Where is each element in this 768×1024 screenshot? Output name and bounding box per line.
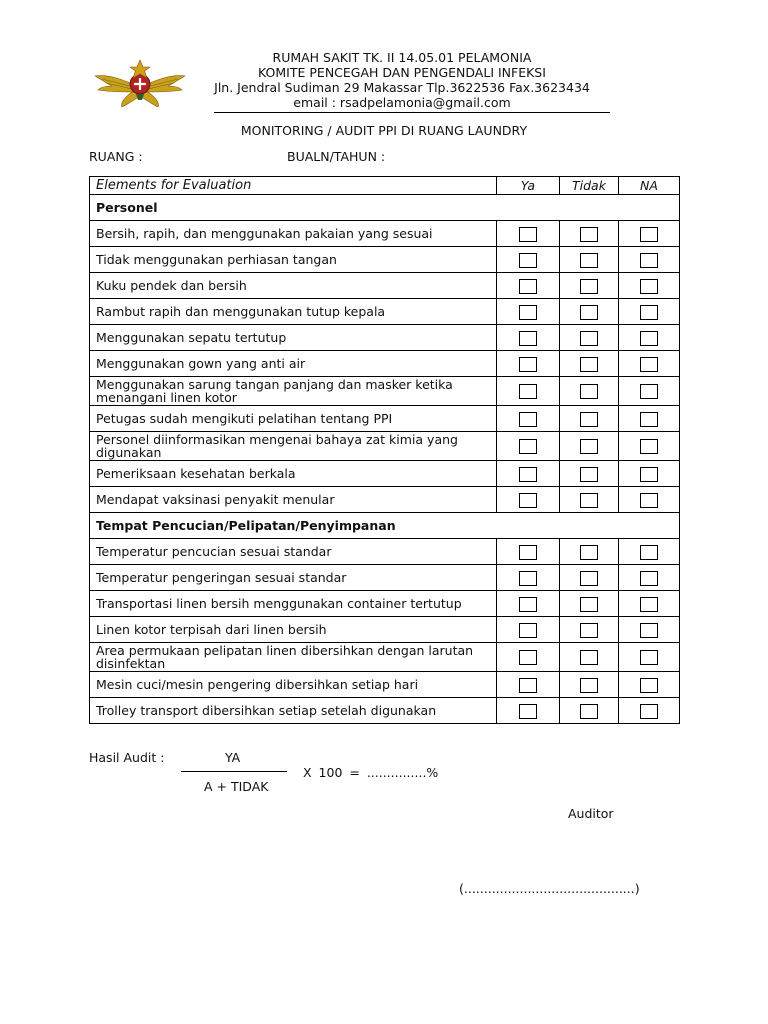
tidak-cell <box>560 487 619 513</box>
hospital-name: RUMAH SAKIT TK. II 14.05.01 PELAMONIA <box>272 50 532 65</box>
evaluation-item: Bersih, rapih, dan menggunakan pakaian yang sesuai <box>90 221 497 247</box>
ya-header: Ya <box>497 177 560 195</box>
tidak-checkbox[interactable] <box>580 227 598 242</box>
na-checkbox[interactable] <box>640 439 658 454</box>
ya-cell <box>497 247 560 273</box>
table-row <box>90 698 680 724</box>
ya-cell <box>497 672 560 698</box>
na-cell <box>619 565 680 591</box>
evaluation-item: Menggunakan sepatu tertutup <box>90 325 497 351</box>
ya-checkbox[interactable] <box>519 412 537 427</box>
evaluation-item: Menggunakan sarung tangan panjang dan masker ketika menangani linen kotor <box>90 377 497 406</box>
na-cell <box>619 617 680 643</box>
table-row <box>90 617 680 643</box>
header-divider <box>214 112 610 113</box>
evaluation-item: Temperatur pengeringan sesuai standar <box>90 565 497 591</box>
table-row <box>90 643 680 672</box>
section-title: Tempat Pencucian/Pelipatan/Penyimpanan <box>90 513 680 539</box>
na-checkbox[interactable] <box>640 493 658 508</box>
table-row <box>90 273 680 299</box>
table-row <box>90 432 680 461</box>
na-checkbox[interactable] <box>640 412 658 427</box>
na-cell <box>619 351 680 377</box>
ya-cell <box>497 273 560 299</box>
tidak-checkbox[interactable] <box>580 439 598 454</box>
na-checkbox[interactable] <box>640 384 658 399</box>
na-checkbox[interactable] <box>640 279 658 294</box>
table-row <box>90 247 680 273</box>
tidak-checkbox[interactable] <box>580 650 598 665</box>
evaluation-item: Petugas sudah mengikuti pelatihan tentang PPI <box>90 406 497 432</box>
tidak-checkbox[interactable] <box>580 357 598 372</box>
ya-checkbox[interactable] <box>519 493 537 508</box>
ya-checkbox[interactable] <box>519 227 537 242</box>
tidak-cell <box>560 698 619 724</box>
table-row <box>90 461 680 487</box>
table-row <box>90 487 680 513</box>
letterhead <box>190 50 614 110</box>
ya-checkbox[interactable] <box>519 597 537 612</box>
ruang-label: RUANG : <box>89 149 143 164</box>
ya-cell <box>497 377 560 406</box>
na-cell <box>619 299 680 325</box>
section-title: Personel <box>90 195 680 221</box>
bulan-tahun-label: BUALN/TAHUN : <box>287 149 386 164</box>
na-cell <box>619 247 680 273</box>
evaluation-item: Personel diinformasikan mengenai bahaya zat kimia yang digunakan <box>90 432 497 461</box>
table-row <box>90 406 680 432</box>
table-row <box>90 299 680 325</box>
ya-cell <box>497 591 560 617</box>
tidak-checkbox[interactable] <box>580 597 598 612</box>
na-cell <box>619 432 680 461</box>
ya-checkbox[interactable] <box>519 439 537 454</box>
formula-denominator: A + TIDAK <box>204 779 269 794</box>
tidak-cell <box>560 539 619 565</box>
ya-checkbox[interactable] <box>519 650 537 665</box>
elements-header: Elements for Evaluation <box>90 177 497 195</box>
evaluation-item: Transportasi linen bersih menggunakan container tertutup <box>90 591 497 617</box>
na-cell <box>619 672 680 698</box>
na-checkbox[interactable] <box>640 545 658 560</box>
hospital-email: email : rsadpelamonia@gmail.com <box>293 95 511 110</box>
evaluation-item: Tidak menggunakan perhiasan tangan <box>90 247 497 273</box>
tidak-cell <box>560 299 619 325</box>
ya-cell <box>497 643 560 672</box>
ya-cell <box>497 351 560 377</box>
tidak-checkbox[interactable] <box>580 305 598 320</box>
na-cell <box>619 591 680 617</box>
ya-checkbox[interactable] <box>519 678 537 693</box>
tidak-cell <box>560 591 619 617</box>
na-header: NA <box>619 177 680 195</box>
evaluation-item: Linen kotor terpisah dari linen bersih <box>90 617 497 643</box>
ya-checkbox[interactable] <box>519 704 537 719</box>
na-checkbox[interactable] <box>640 650 658 665</box>
ya-checkbox[interactable] <box>519 545 537 560</box>
na-cell <box>619 273 680 299</box>
table-row <box>90 672 680 698</box>
ya-checkbox[interactable] <box>519 357 537 372</box>
evaluation-item: Trolley transport dibersihkan setiap setelah digunakan <box>90 698 497 724</box>
tidak-cell <box>560 406 619 432</box>
tidak-checkbox[interactable] <box>580 467 598 482</box>
ya-checkbox[interactable] <box>519 623 537 638</box>
evaluation-item: Mesin cuci/mesin pengering dibersihkan setiap hari <box>90 672 497 698</box>
tidak-header: Tidak <box>560 177 619 195</box>
tidak-cell <box>560 273 619 299</box>
ya-cell <box>497 406 560 432</box>
na-checkbox[interactable] <box>640 305 658 320</box>
formula-numerator: YA <box>225 750 241 765</box>
tidak-cell <box>560 221 619 247</box>
na-checkbox[interactable] <box>640 597 658 612</box>
result-label: Hasil Audit : <box>89 750 165 765</box>
hospital-address: Jln. Jendral Sudiman 29 Makassar Tlp.3622536 Fax.3623434 <box>214 80 590 95</box>
na-cell <box>619 325 680 351</box>
tidak-checkbox[interactable] <box>580 331 598 346</box>
na-checkbox[interactable] <box>640 467 658 482</box>
na-checkbox[interactable] <box>640 623 658 638</box>
tidak-checkbox[interactable] <box>580 571 598 586</box>
na-checkbox[interactable] <box>640 571 658 586</box>
tidak-cell <box>560 643 619 672</box>
na-cell <box>619 643 680 672</box>
ya-checkbox[interactable] <box>519 571 537 586</box>
tidak-checkbox[interactable] <box>580 704 598 719</box>
tidak-checkbox[interactable] <box>580 253 598 268</box>
tidak-checkbox[interactable] <box>580 678 598 693</box>
na-cell <box>619 539 680 565</box>
auditor-label: Auditor <box>568 806 614 821</box>
section-row <box>90 513 680 539</box>
section-row <box>90 195 680 221</box>
table-row <box>90 591 680 617</box>
na-checkbox[interactable] <box>640 227 658 242</box>
na-checkbox[interactable] <box>640 704 658 719</box>
na-checkbox[interactable] <box>640 678 658 693</box>
ya-cell <box>497 299 560 325</box>
tidak-checkbox[interactable] <box>580 384 598 399</box>
formula-percent: X 100 = ...............% <box>303 765 439 780</box>
ya-cell <box>497 487 560 513</box>
tidak-checkbox[interactable] <box>580 493 598 508</box>
na-cell <box>619 221 680 247</box>
ya-cell <box>497 432 560 461</box>
tidak-cell <box>560 377 619 406</box>
form-title: MONITORING / AUDIT PPI DI RUANG LAUNDRY <box>240 123 528 138</box>
na-cell <box>619 377 680 406</box>
table-row <box>90 351 680 377</box>
ya-checkbox[interactable] <box>519 305 537 320</box>
table-row <box>90 565 680 591</box>
ya-checkbox[interactable] <box>519 253 537 268</box>
na-cell <box>619 487 680 513</box>
ya-checkbox[interactable] <box>519 384 537 399</box>
tidak-cell <box>560 461 619 487</box>
evaluation-item: Menggunakan gown yang anti air <box>90 351 497 377</box>
na-cell <box>619 698 680 724</box>
tidak-checkbox[interactable] <box>580 279 598 294</box>
evaluation-item: Mendapat vaksinasi penyakit menular <box>90 487 497 513</box>
na-checkbox[interactable] <box>640 357 658 372</box>
table-header-row <box>90 177 680 195</box>
table-body <box>90 195 680 724</box>
evaluation-item: Pemeriksaan kesehatan berkala <box>90 461 497 487</box>
tidak-cell <box>560 247 619 273</box>
tidak-checkbox[interactable] <box>580 412 598 427</box>
ya-cell <box>497 698 560 724</box>
ya-checkbox[interactable] <box>519 467 537 482</box>
evaluation-item: Area permukaan pelipatan linen dibersihkan dengan larutan disinfektan <box>90 643 497 672</box>
tidak-cell <box>560 672 619 698</box>
na-cell <box>619 461 680 487</box>
ya-cell <box>497 325 560 351</box>
evaluation-item: Rambut rapih dan menggunakan tutup kepala <box>90 299 497 325</box>
evaluation-item: Temperatur pencucian sesuai standar <box>90 539 497 565</box>
tidak-cell <box>560 351 619 377</box>
tidak-cell <box>560 325 619 351</box>
ya-checkbox[interactable] <box>519 279 537 294</box>
na-cell <box>619 406 680 432</box>
tidak-cell <box>560 432 619 461</box>
tidak-cell <box>560 617 619 643</box>
tidak-checkbox[interactable] <box>580 545 598 560</box>
evaluation-table <box>89 176 680 724</box>
table-row <box>90 221 680 247</box>
table-row <box>90 377 680 406</box>
hospital-emblem-logo <box>92 50 188 110</box>
na-checkbox[interactable] <box>640 253 658 268</box>
table-row <box>90 325 680 351</box>
ya-cell <box>497 565 560 591</box>
ya-cell <box>497 617 560 643</box>
ya-cell <box>497 221 560 247</box>
fraction-line <box>181 771 287 772</box>
evaluation-item: Kuku pendek dan bersih <box>90 273 497 299</box>
ya-checkbox[interactable] <box>519 331 537 346</box>
ya-cell <box>497 461 560 487</box>
committee-name: KOMITE PENCEGAH DAN PENGENDALI INFEKSI <box>258 65 546 80</box>
ya-cell <box>497 539 560 565</box>
table-row <box>90 539 680 565</box>
tidak-checkbox[interactable] <box>580 623 598 638</box>
na-checkbox[interactable] <box>640 331 658 346</box>
signature-line: (...........................................) <box>459 881 640 896</box>
tidak-cell <box>560 565 619 591</box>
